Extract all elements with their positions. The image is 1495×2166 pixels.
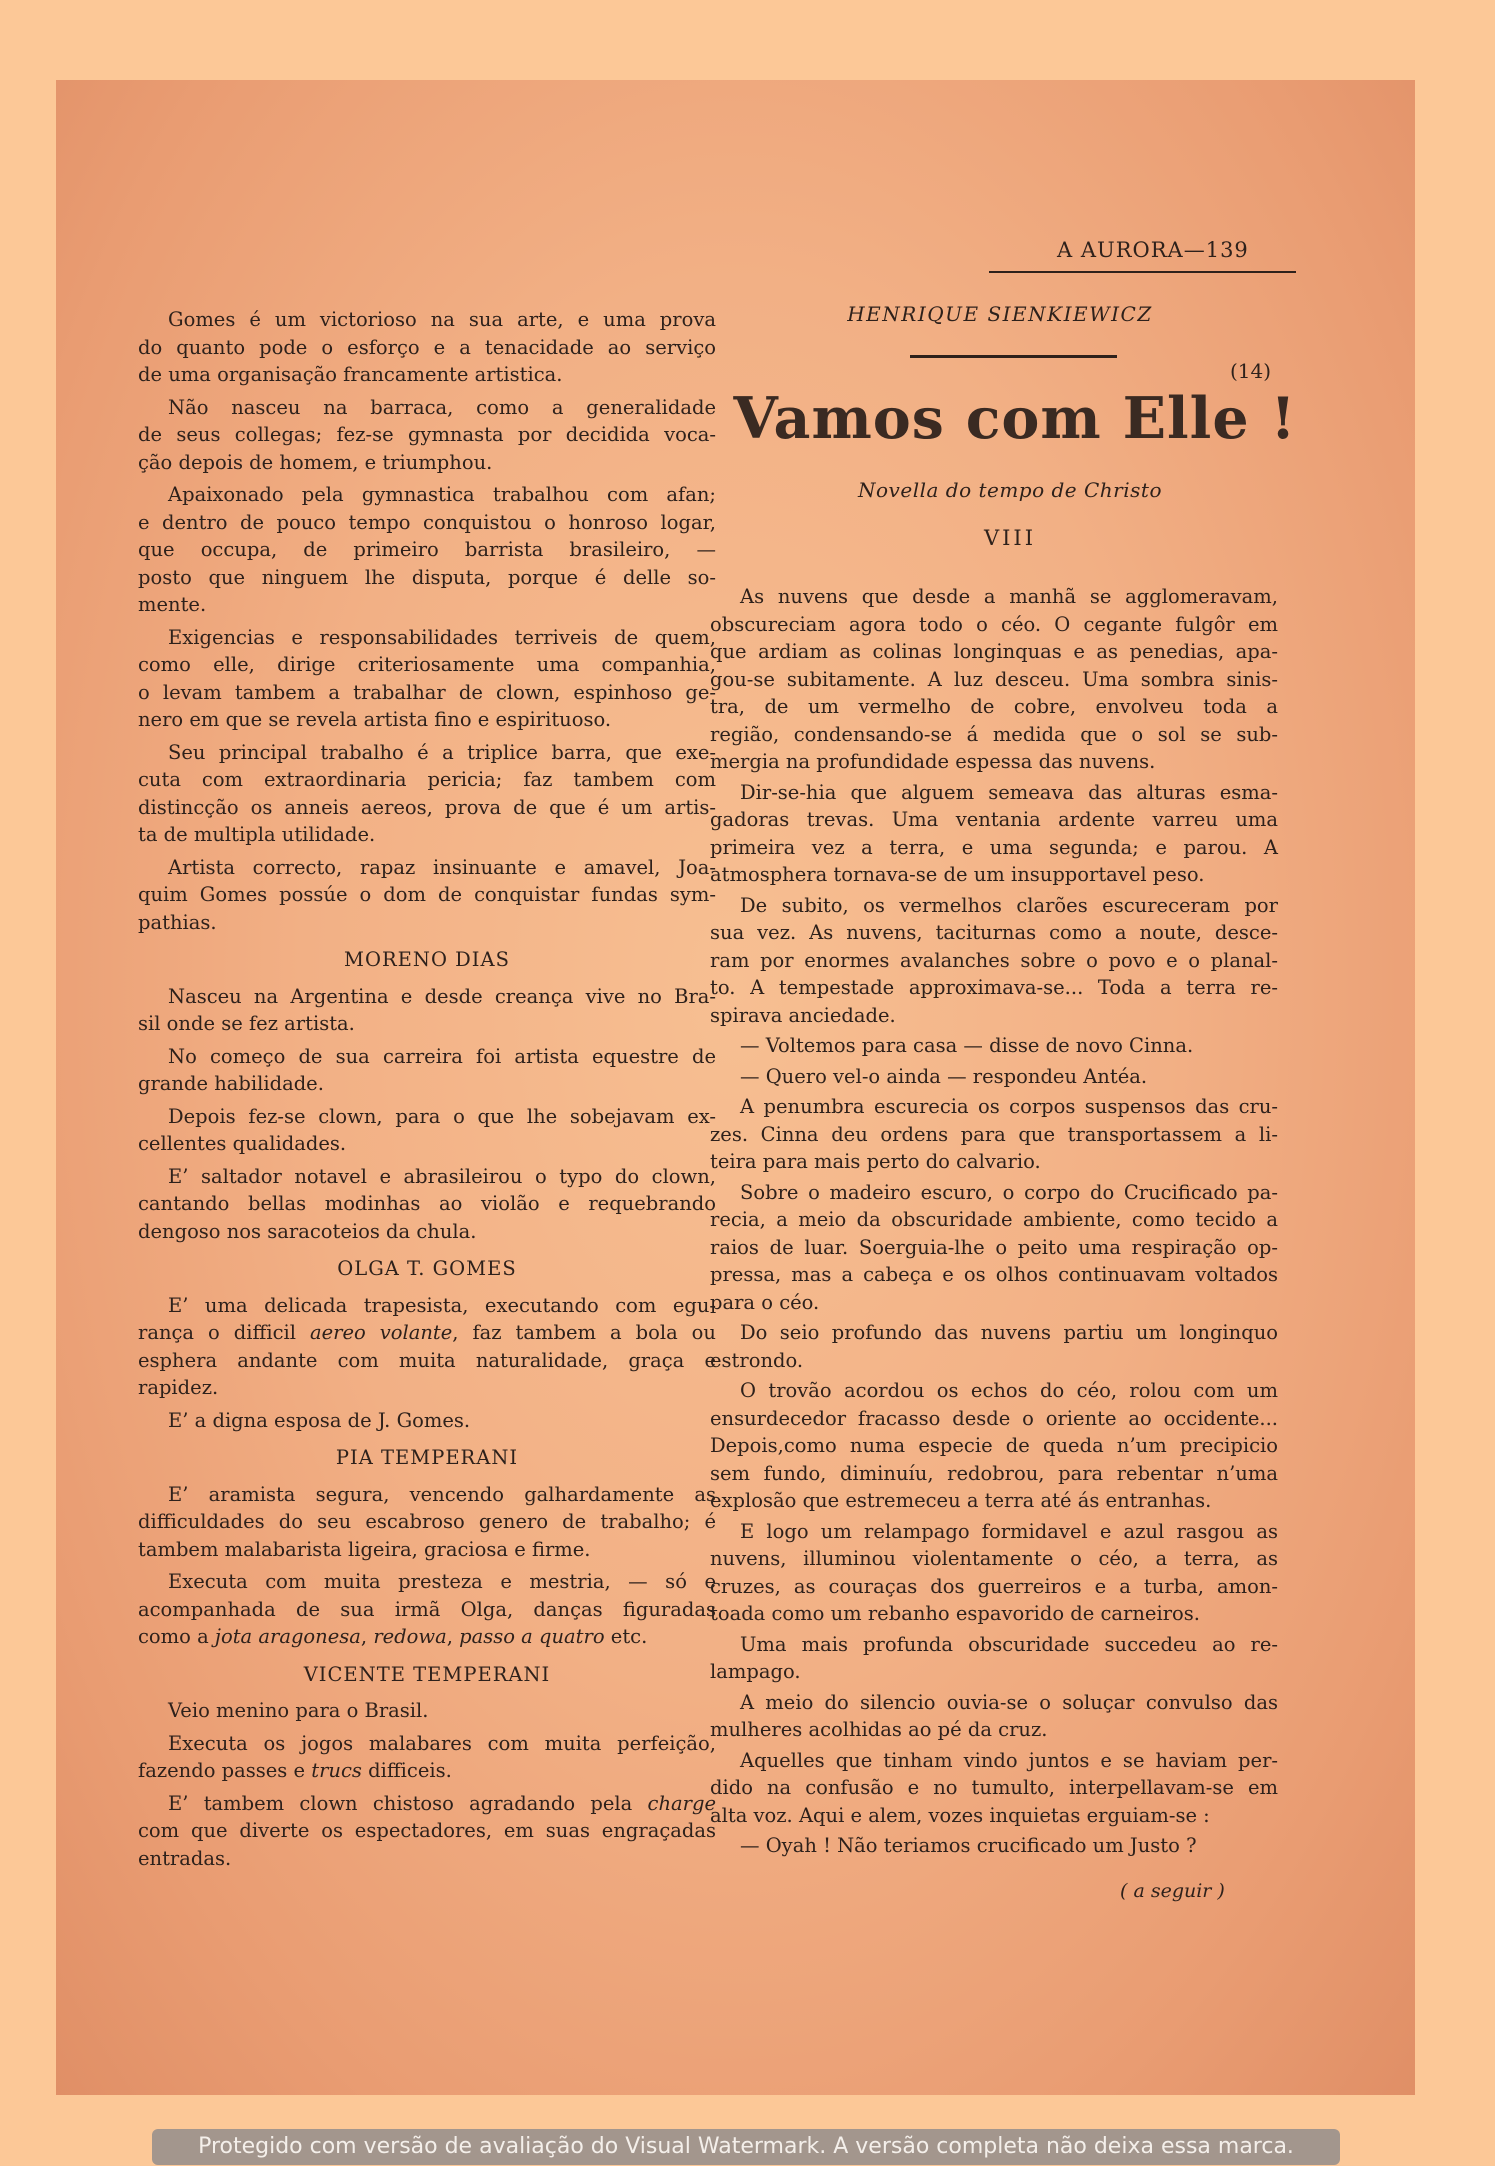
paragraph	[138, 624, 716, 734]
paragraph	[138, 1481, 716, 1564]
text-line: primeira vez a terra, e uma segunda; e parou. A	[710, 835, 1278, 859]
text-line: o levam tambem a trabalhar de clown, espinhoso ge-	[138, 680, 716, 704]
text-line: Nasceu na Argentina e desde creança vive no Bra-	[168, 984, 716, 1008]
text-line: atmosphera tornava-se de um insupportavel peso.	[710, 863, 1205, 886]
text-line: zes. Cinna deu ordens para que transportassem a li-	[710, 1122, 1278, 1146]
paragraph	[138, 306, 716, 389]
article-title: Vamos com Elle !	[733, 385, 1297, 452]
paragraph	[138, 1697, 716, 1725]
text-line: gou-se subitamente. A luz desceu. Uma sombra sinis-	[710, 667, 1278, 691]
text-line: E logo um relampago formidavel e azul rasgou as	[740, 1519, 1278, 1543]
text-line: E’ uma delicada trapesista, executando com egu-	[168, 1293, 716, 1317]
text-line: De subito, os vermelhos clarões escureceram por	[740, 893, 1278, 917]
text-line: nuvens, illuminou violentamente o céo, a terra, as	[710, 1547, 1278, 1570]
text-line: tambem malabarista ligeira, graciosa e firme.	[138, 1537, 591, 1561]
section-heading: VICENTE TEMPERANI	[303, 1662, 551, 1686]
italic-term: redowa	[373, 1625, 447, 1648]
text-line: A penumbra escurecia os corpos suspensos das cru-	[740, 1095, 1278, 1118]
text-line	[138, 1757, 716, 1785]
article-author: HENRIQUE SIENKIEWICZ	[847, 302, 1153, 326]
text-line: Veio menino para o Brasil.	[168, 1699, 429, 1722]
paragraph	[710, 1319, 1278, 1374]
text-line: Não nasceu na barraca, como a generalidade	[168, 395, 716, 419]
chapter-number: VIII	[983, 526, 1037, 550]
text-line: dengoso nos saracoteios da chula.	[138, 1219, 477, 1243]
italic-term: trucs	[311, 1759, 362, 1782]
text-line: Artista correcto, rapaz insinuante e amavel, Joa-	[168, 855, 716, 879]
text-line: A meio do silencio ouvia-se o soluçar convulso das	[740, 1690, 1278, 1714]
text-line: ensurdecedor fracasso desde o oriente ao occidente...	[710, 1406, 1278, 1430]
paragraph	[138, 1568, 716, 1651]
text-line: que ardiam as colinas longinquas e as penedias, apa-	[710, 640, 1278, 663]
text-line: estrondo.	[710, 1348, 804, 1372]
text-segment: rança o difficil	[138, 1321, 310, 1344]
text-line: gadoras trevas. Uma ventania ardente varreu uma	[710, 808, 1278, 831]
text-line: Sobre o madeiro escuro, o corpo do Crucificado pa-	[740, 1180, 1278, 1204]
text-line: região, condensando-se á medida que o sol se sub-	[710, 722, 1278, 746]
text-line: mente.	[138, 593, 207, 616]
paragraph	[138, 983, 716, 1038]
text-segment: como a	[138, 1625, 215, 1648]
text-line: E’ a digna esposa de J. Gomes.	[168, 1408, 471, 1432]
text-line: acompanhada de sua irmã Olga, danças figuradas	[138, 1597, 716, 1621]
text-line: com que diverte os espectadores, em suas engraçadas	[138, 1819, 716, 1842]
paragraph	[138, 1103, 716, 1158]
running-head: A AURORA—139	[1057, 238, 1249, 262]
text-segment: E’ tambem clown chistoso agradando pela	[168, 1791, 648, 1815]
text-segment: fazendo passes e	[138, 1759, 312, 1782]
text-line: cuta com extraordinaria pericia; faz tambem com	[138, 768, 716, 791]
text-line: Executa com muita presteza e mestria, — só e	[168, 1570, 716, 1593]
paragraph	[710, 1747, 1278, 1830]
paragraph	[710, 1377, 1278, 1515]
text-line: de seus collegas; fez-se gymnasta por decidida voca-	[138, 423, 716, 446]
text-line: pathias.	[138, 910, 217, 934]
watermark-notice-bar: Protegido com versão de avaliação do Visual Watermark. A versão completa não deixa essa marca.	[152, 2129, 1340, 2165]
text-line: posto que ninguem lhe disputa, porque é delle so-	[138, 565, 716, 589]
paragraph	[138, 739, 716, 849]
section-heading: PIA TEMPERANI	[335, 1446, 519, 1469]
text-line	[138, 1319, 716, 1347]
section-heading: MORENO DIAS	[344, 948, 510, 971]
text-line: cantando bellas modinhas ao violão e requebrando	[138, 1192, 716, 1215]
text-line: distincção os anneis aereos, prova de que é um artis-	[138, 795, 716, 819]
text-segment: etc.	[604, 1625, 648, 1648]
text-line: pressa, mas a cabeça e os olhos continuavam voltados	[710, 1263, 1278, 1286]
italic-term: aereo volante	[309, 1321, 453, 1344]
text-line: que occupa, de primeiro barrista brasileiro, —	[138, 538, 716, 561]
text-line: — Oyah ! Não teriamos crucificado um Justo ?	[740, 1834, 1197, 1857]
paragraph	[710, 583, 1278, 776]
text-line: Depois fez-se clown, para o que lhe sobejavam ex-	[168, 1104, 716, 1128]
text-line: alta voz. Aqui e alem, vozes inquietas erguiam-se :	[710, 1803, 1210, 1827]
text-line: grande habilidade.	[138, 1072, 324, 1095]
italic-term: charge	[647, 1791, 716, 1815]
text-line: sil onde se fez artista.	[138, 1012, 355, 1035]
paragraph	[138, 394, 716, 477]
text-line: rapidez.	[138, 1376, 219, 1399]
text-line: ta de multipla utilidade.	[138, 823, 376, 846]
text-line: quim Gomes possúe o dom de conquistar fundas sym-	[138, 883, 716, 906]
text-line: As nuvens que desde a manhã se agglomeravam,	[740, 585, 1278, 608]
text-line: Dir-se-hia que alguem semeava das alturas esma-	[740, 780, 1278, 804]
text-line: como elle, dirige criteriosamente uma companhia,	[138, 653, 716, 676]
text-line: to. A tempestade approximava-se... Toda a terra re-	[710, 976, 1278, 999]
text-line: nero em que se revela artista fino e espirituoso.	[138, 708, 612, 731]
text-line	[138, 1623, 716, 1651]
text-line: tra, de um vermelho de cobre, envolveu toda a	[710, 695, 1278, 718]
text-line: e dentro de pouco tempo conquistou o honroso logar,	[138, 510, 716, 534]
text-line: Exigencias e responsabilidades terriveis de quem,	[168, 625, 716, 649]
paragraph	[710, 1832, 1278, 1860]
text-line: esphera andante com muita naturalidade, graça e	[138, 1348, 716, 1372]
text-line: Do seio profundo das nuvens partiu um longinquo	[740, 1321, 1278, 1344]
text-line: Gomes é um victorioso na sua arte, e uma prova	[168, 308, 716, 331]
paragraph	[138, 481, 716, 619]
left-column	[138, 301, 716, 1872]
text-line: — Quero vel-o ainda — respondeu Antéa.	[740, 1064, 1148, 1088]
text-line: teira para mais perto do calvario.	[710, 1150, 1041, 1173]
paragraph	[138, 1292, 716, 1402]
paragraph	[138, 1163, 716, 1246]
text-line: raios de luar. Soerguia-lhe o peito uma respiração op-	[710, 1235, 1278, 1259]
article-subtitle: Novella do tempo de Christo	[858, 478, 1162, 502]
text-line: — Voltemos para casa — disse de novo Cinna.	[740, 1034, 1194, 1057]
text-line: difficuldades do seu escabroso genero de trabalho; é	[138, 1510, 716, 1533]
paragraph	[710, 1179, 1278, 1317]
text-line: dido na confusão e no tumulto, interpellavam-se em	[710, 1776, 1278, 1799]
text-line: cruzes, as couraças dos guerreiros e a turba, amon-	[710, 1574, 1278, 1598]
text-line: Executa os jogos malabares com muita perfeição,	[168, 1731, 716, 1755]
text-line: obscureciam agora todo o céo. O cegante fulgôr em	[710, 612, 1278, 636]
paragraph	[710, 779, 1278, 889]
text-line: recia, a meio da obscuridade ambiente, como tecido a	[710, 1208, 1278, 1231]
text-line: toada como um rebanho espavorido de carneiros.	[710, 1602, 1200, 1625]
text-line: explosão que estremeceu a terra até ás entranhas.	[710, 1489, 1212, 1512]
text-line: de uma organisação francamente artistica.	[138, 363, 563, 386]
text-line: mulheres acolhidas ao pé da cruz.	[710, 1718, 1048, 1741]
text-line	[138, 1790, 716, 1818]
paragraph	[710, 892, 1278, 1030]
text-line: ram por enormes avalanches sobre o povo e o planal-	[710, 948, 1278, 972]
text-line: O trovão acordou os echos do céo, rolou com um	[740, 1379, 1278, 1402]
text-line: No começo de sua carreira foi artista equestre de	[168, 1044, 716, 1068]
paragraph	[138, 854, 716, 937]
part-number: (14)	[1230, 359, 1272, 383]
paragraph	[710, 1518, 1278, 1628]
continued-note: ( a seguir )	[1120, 1880, 1225, 1902]
paragraph	[710, 1063, 1278, 1091]
text-line: lampago.	[710, 1660, 801, 1683]
header-rule	[989, 271, 1296, 273]
paragraph	[710, 1032, 1278, 1060]
text-line: Seu principal trabalho é a triplice barra, que exe-	[168, 740, 716, 764]
text-line: E’ aramista segura, vencendo galhardamente as	[168, 1482, 716, 1506]
text-line: sem fundo, diminuíu, redobrou, para rebentar n’uma	[710, 1461, 1278, 1485]
text-line: Depois,como numa especie de queda n’um precipicio	[710, 1434, 1278, 1457]
text-segment: ,	[446, 1625, 460, 1648]
text-line: mergia na profundidade espessa das nuvens.	[710, 750, 1156, 773]
paragraph	[138, 1730, 716, 1785]
text-line: spirava anciedade.	[710, 1003, 896, 1027]
text-line: do quanto pode o esforço e a tenacidade ao serviço	[138, 335, 716, 359]
text-line: Aquelles que tinham vindo juntos e se haviam per-	[740, 1748, 1278, 1772]
paragraph	[138, 1790, 716, 1873]
paragraph	[138, 1407, 716, 1435]
right-column	[710, 580, 1278, 1860]
text-line: Uma mais profunda obscuridade succedeu ao re-	[740, 1632, 1278, 1656]
paragraph	[710, 1689, 1278, 1744]
text-line: Apaixonado pela gymnastica trabalhou com afan;	[168, 483, 716, 506]
text-line: entradas.	[138, 1846, 232, 1870]
italic-term: passo a quatro	[459, 1625, 605, 1648]
text-line: para o céo.	[710, 1290, 820, 1314]
text-segment: difficeis.	[361, 1759, 452, 1782]
paragraph	[710, 1093, 1278, 1176]
text-line: ção depois de homem, e triumphou.	[138, 450, 493, 474]
text-segment: , faz tambem a bola ou	[452, 1321, 716, 1344]
text-line: E’ saltador notavel e abrasileirou o typo do clown,	[168, 1164, 716, 1188]
text-line: cellentes qualidades.	[138, 1132, 347, 1155]
paragraph	[138, 1043, 716, 1098]
text-line: sua vez. As nuvens, taciturnas como a noute, desce-	[710, 921, 1278, 944]
section-heading: OLGA T. GOMES	[337, 1257, 517, 1280]
paragraph	[710, 1631, 1278, 1686]
italic-term: jota aragonesa	[214, 1625, 361, 1648]
text-segment: ,	[360, 1625, 374, 1648]
author-rule	[910, 355, 1117, 358]
